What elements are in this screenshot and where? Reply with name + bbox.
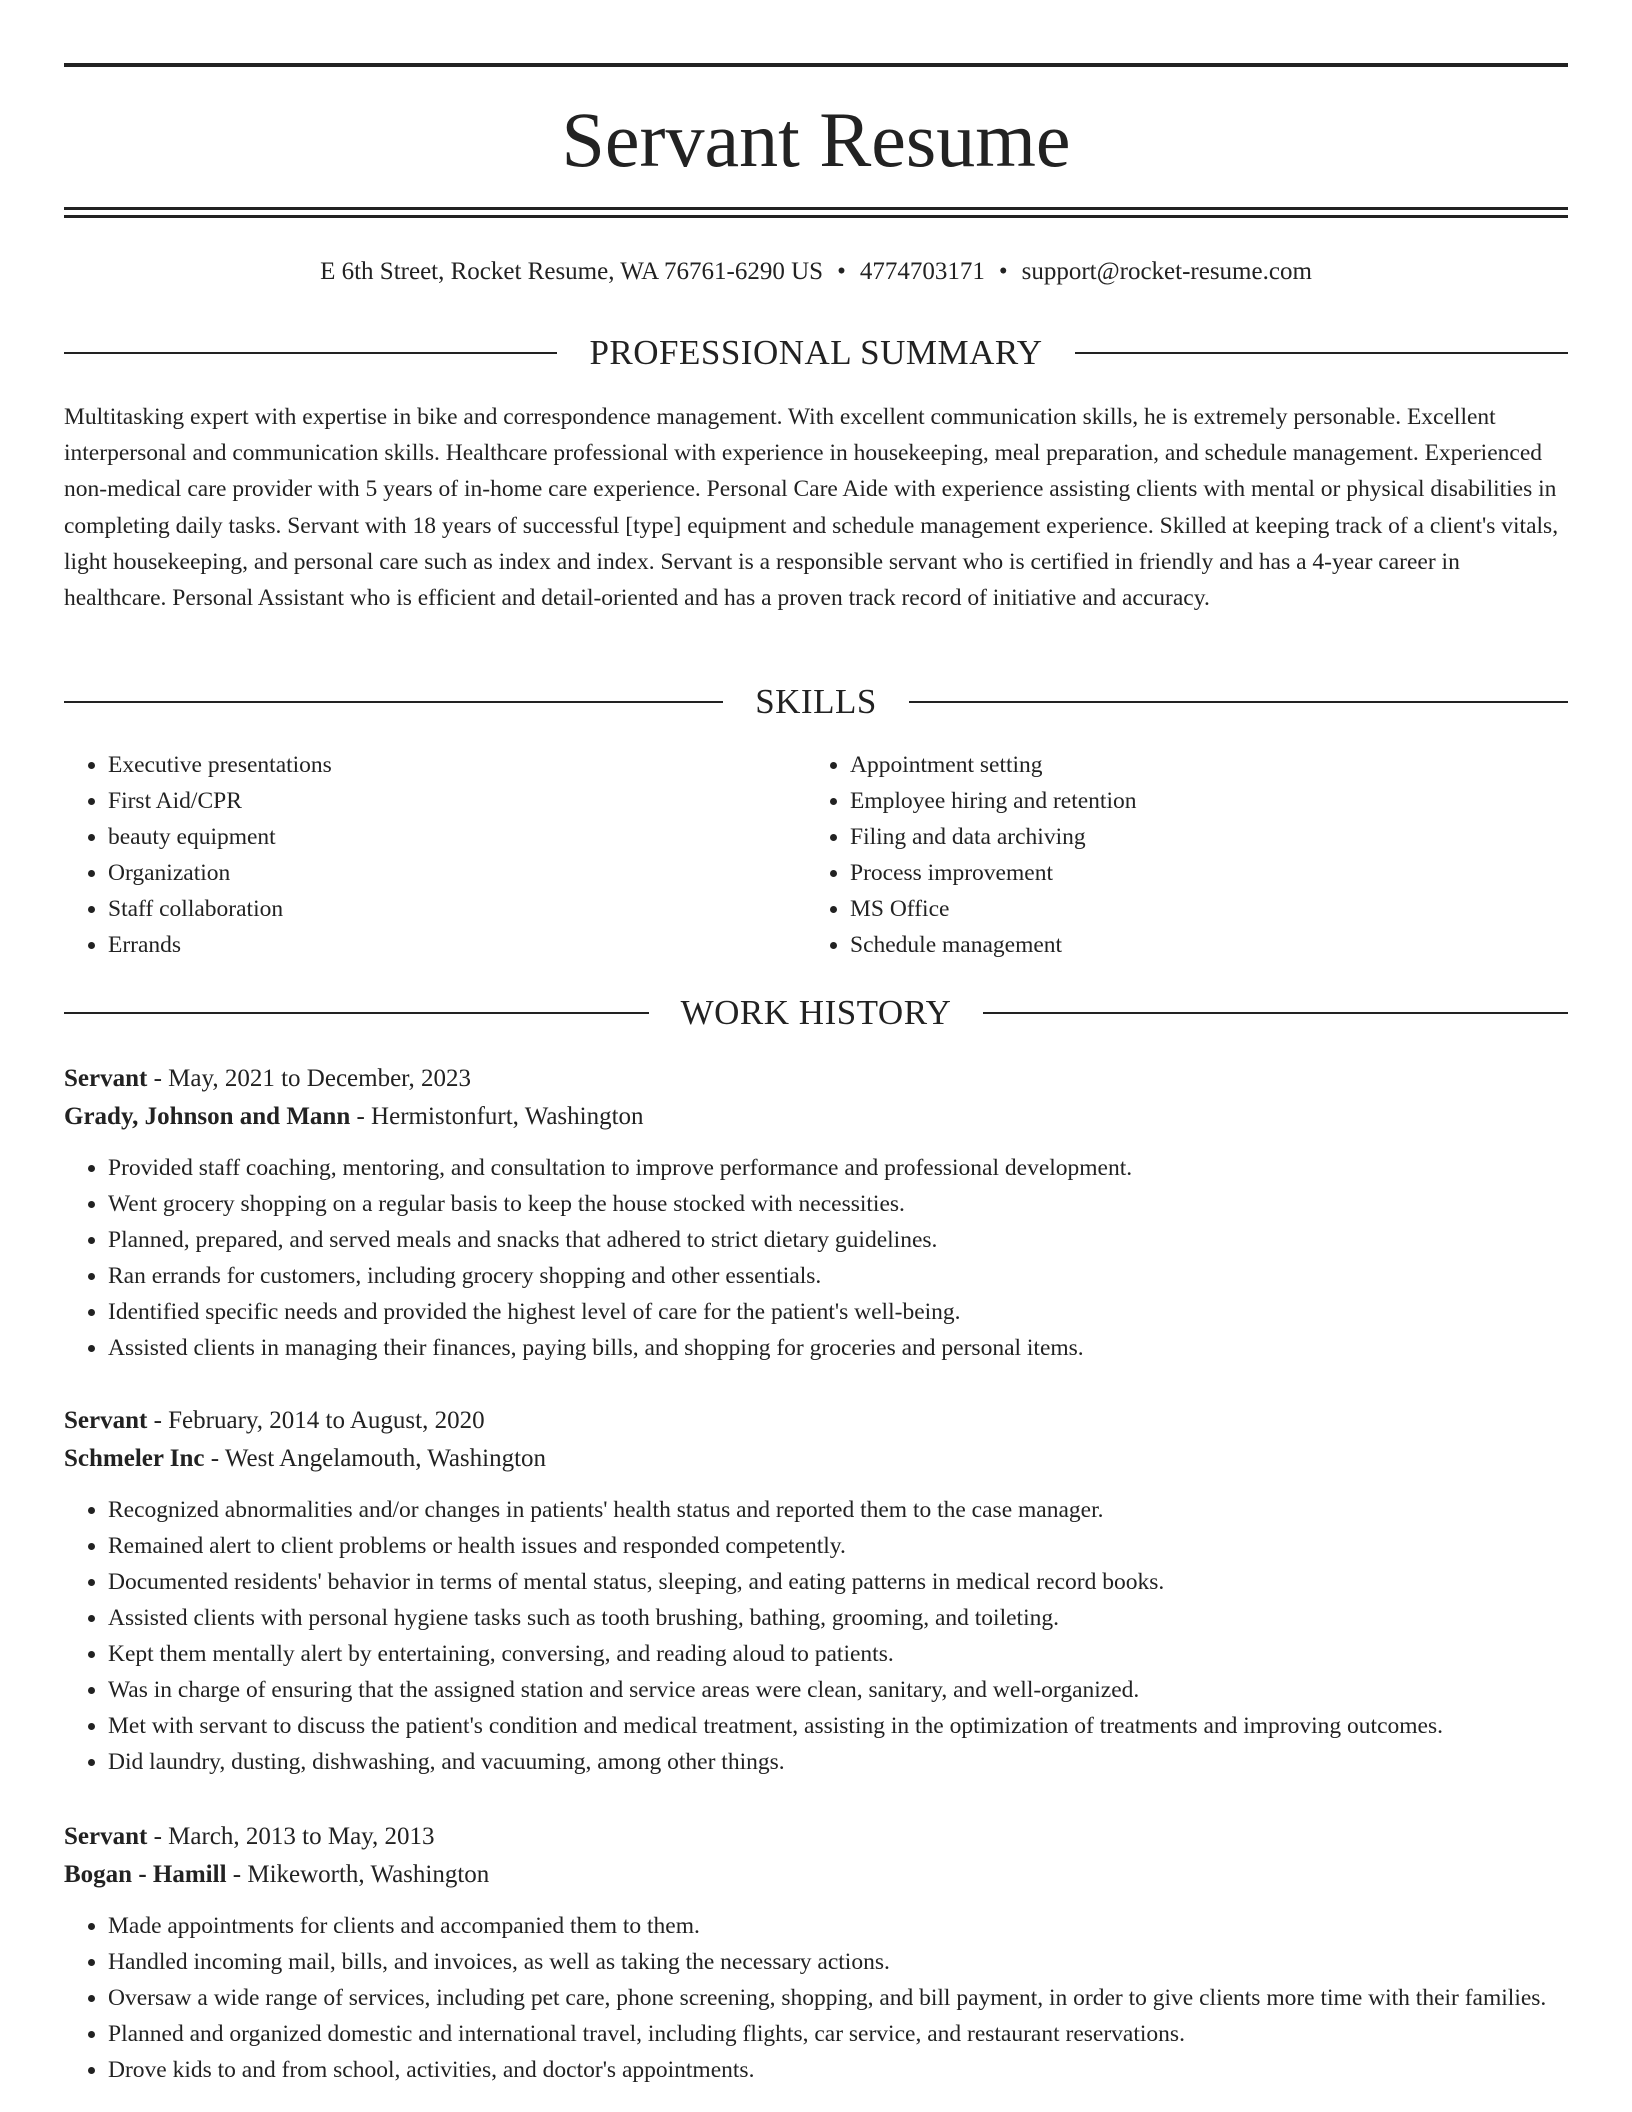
job-company-line xyxy=(64,1440,1568,1478)
duty-item: • Ran errands for customers, including grocery shopping and other essentials. xyxy=(108,1258,1568,1294)
section-title: PROFESSIONAL SUMMARY xyxy=(589,333,1043,372)
work-section-heading xyxy=(64,991,1568,1035)
skill-item: • Organization xyxy=(108,855,806,891)
contact-phone: 4774703171 xyxy=(859,258,985,285)
skills-section-heading xyxy=(64,680,1568,724)
job-dates: - March, 2013 to May, 2013 xyxy=(147,1823,435,1850)
title-double-rule xyxy=(64,207,1568,218)
duty-item: • Assisted clients in managing their finances, paying bills, and shopping for groceries and personal items. xyxy=(108,1330,1568,1366)
duty-item: • Handled incoming mail, bills, and invoices, as well as taking the necessary actions. xyxy=(108,1944,1568,1980)
job-company: Grady, Johnson and Mann xyxy=(64,1103,351,1130)
duty-item: • Went grocery shopping on a regular basis to keep the house stocked with necessities. xyxy=(108,1186,1568,1222)
skill-item: • Employee hiring and retention xyxy=(850,783,1548,819)
duty-item: • Drove kids to and from school, activities, and doctor's appointments. xyxy=(108,2052,1568,2088)
job-dates: - May, 2021 to December, 2023 xyxy=(147,1065,472,1092)
duty-item: • Did laundry, dusting, dishwashing, and vacuuming, among other things. xyxy=(108,1744,1568,1780)
job-entry xyxy=(64,1402,1568,1780)
contact-separator: • xyxy=(837,258,846,285)
duty-item: • Provided staff coaching, mentoring, and consultation to improve performance and professional development. xyxy=(108,1150,1568,1186)
duty-item: • Kept them mentally alert by entertaining, conversing, and reading aloud to patients. xyxy=(108,1636,1568,1672)
contact-email: support@rocket-resume.com xyxy=(1021,258,1312,285)
job-company: Schmeler Inc xyxy=(64,1445,205,1472)
summary-section-heading xyxy=(64,331,1568,375)
duty-item: • Assisted clients with personal hygiene tasks such as tooth brushing, bathing, grooming, and toileting. xyxy=(108,1600,1568,1636)
contact-line xyxy=(64,255,1568,289)
job-location: - West Angelamouth, Washington xyxy=(204,1445,547,1472)
job-title-line xyxy=(64,1060,1568,1098)
duty-item: • Oversaw a wide range of services, including pet care, phone screening, shopping, and bill payment, in order to give clients more time with their families. xyxy=(108,1980,1568,2016)
job-location: - Mikeworth, Washington xyxy=(226,1861,490,1888)
duty-item: • Made appointments for clients and accompanied them to them. xyxy=(108,1908,1568,1944)
skill-item: • Executive presentations xyxy=(108,747,806,783)
contact-separator: • xyxy=(998,258,1008,285)
job-title-line xyxy=(64,1402,1568,1440)
duty-item: • Was in charge of ensuring that the assigned station and service areas were clean, sanitary, and well-organized. xyxy=(108,1672,1568,1708)
job-entry xyxy=(64,1818,1568,2088)
professional-summary: Multitasking expert with expertise in bike and correspondence management. With excellent communication skills, he is extremely personable. Excellent interpersonal and communication skills. Healthcare professional with experience in housekeeping, meal preparation, and schedule management. Experienced non-medical care provider with 5 years of in-home care experience. Personal Care Aide with experience assisting clients with mental or physical disabilities in completing daily tasks. Servant with 18 years of successful [type] equipment and schedule management experience. Skilled at keeping track of a client's vitals, light housekeeping, and personal care such as index and index. Servant is a responsible servant who is certified in friendly and has a 4-year career in healthcare. Personal Assistant who is efficient and detail-oriented and has a proven track record of initiative and accuracy. xyxy=(64,404,1559,612)
skill-item: • Staff collaboration xyxy=(108,891,806,927)
job-company: Bogan - Hamill xyxy=(64,1861,227,1888)
job-title: Servant xyxy=(64,1407,148,1434)
divider xyxy=(983,1012,1568,1014)
section-title: SKILLS xyxy=(755,682,877,721)
job-title: Servant xyxy=(64,1823,148,1850)
duty-item: • Recognized abnormalities and/or changes in patients' health status and reported them to the case manager. xyxy=(108,1492,1568,1528)
duty-item: • Identified specific needs and provided the highest level of care for the patient's well-being. xyxy=(108,1294,1568,1330)
job-entry xyxy=(64,1060,1568,1366)
skill-item: • Errands xyxy=(108,927,806,963)
job-company-line xyxy=(64,1856,1568,1894)
duty-item: • Planned and organized domestic and international travel, including flights, car service, and restaurant reservations. xyxy=(108,2016,1568,2052)
skill-item: • First Aid/CPR xyxy=(108,783,806,819)
duty-item: • Remained alert to client problems or health issues and responded competently. xyxy=(108,1528,1568,1564)
divider xyxy=(64,352,557,354)
divider xyxy=(64,1012,649,1014)
skill-item: • Process improvement xyxy=(850,855,1548,891)
job-duties xyxy=(64,1492,1568,1780)
section-title: WORK HISTORY xyxy=(680,993,952,1032)
skill-item: • beauty equipment xyxy=(108,819,806,855)
contact-address: E 6th Street, Rocket Resume, WA 76761-6290 US xyxy=(320,258,824,285)
job-title-line xyxy=(64,1818,1568,1856)
job-dates: - February, 2014 to August, 2020 xyxy=(147,1407,485,1434)
skill-item: • Schedule management xyxy=(850,927,1548,963)
job-company-line xyxy=(64,1098,1568,1136)
job-location: - Hermistonfurt, Washington xyxy=(350,1103,644,1130)
resume-title: Servant Resume xyxy=(561,96,1071,183)
skills-column-right xyxy=(806,747,1548,963)
divider xyxy=(1075,352,1568,354)
divider xyxy=(909,701,1568,703)
duty-item: • Planned, prepared, and served meals and snacks that adhered to strict dietary guidelines. xyxy=(108,1222,1568,1258)
skill-item: • Appointment setting xyxy=(850,747,1548,783)
duty-item: • Documented residents' behavior in terms of mental status, sleeping, and eating patterns in medical record books. xyxy=(108,1564,1568,1600)
job-duties xyxy=(64,1908,1568,2088)
divider xyxy=(64,701,723,703)
duty-item: • Met with servant to discuss the patient's condition and medical treatment, assisting in the optimization of treatments and improving outcomes. xyxy=(108,1708,1568,1744)
skill-item: • Filing and data archiving xyxy=(850,819,1548,855)
skill-item: • MS Office xyxy=(850,891,1548,927)
skills-list xyxy=(64,747,1568,963)
skills-column-left xyxy=(64,747,806,963)
job-duties xyxy=(64,1150,1568,1366)
job-title: Servant xyxy=(64,1065,148,1092)
top-rule xyxy=(64,63,1568,67)
